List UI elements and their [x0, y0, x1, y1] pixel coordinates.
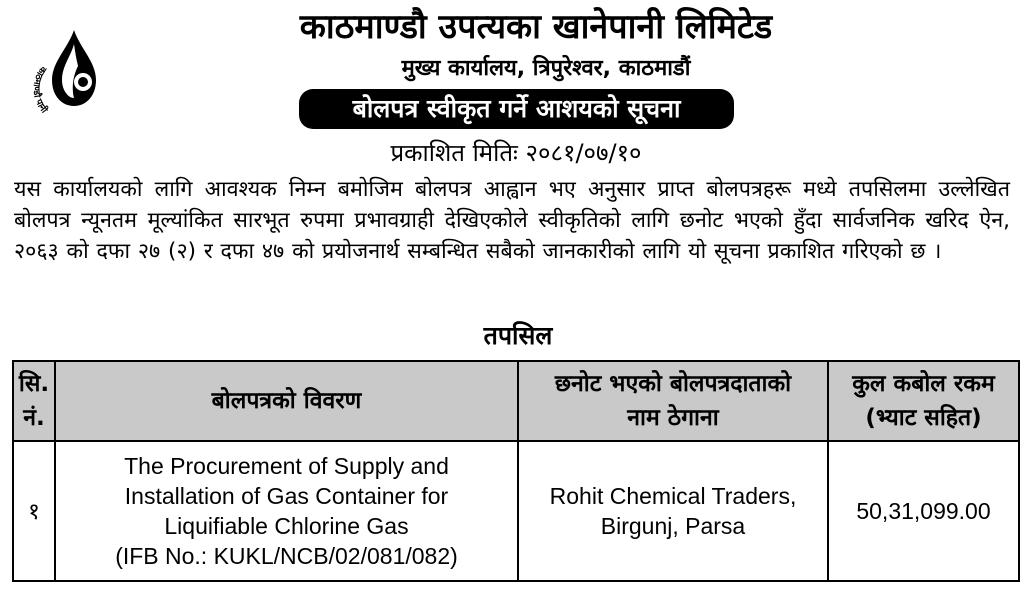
- header-amount-line2: (भ्याट सहित): [865, 405, 982, 431]
- desc-line: Installation of Gas Container for: [124, 483, 449, 509]
- notice-paragraph: यस कार्यालयको लागि आवश्यक निम्न बमोजिम बोलपत्र आह्वान भए अनुसार प्राप्त बोलपत्रहरू मध्ये तपसिलमा उल्लेखित बोलपत्र न्यूनतम मूल्यांकित सारभूत रुपमा प्रभावग्राही देखिएकोले स्वीकृतिको लागि छनोट भएको हुँदा सार्वजनिक खरिद ऐन, २०६३ को दफा २७ (२) र दफा ४७ को प्रयोजनार्थ सम्बन्धित सबैको जानकारीको लागि यो सूचना प्रकाशित गरिएको छ ।: [14, 177, 1010, 264]
- header-sn-line2: नं.: [23, 405, 45, 431]
- notice-title-banner: बोलपत्र स्वीकृत गर्ने आशयको सूचना: [299, 89, 734, 129]
- header-bidder-line2: नाम ठेगाना: [627, 405, 719, 431]
- table-header-row: [13, 361, 1019, 441]
- organization-name: काठमाण्डौ उपत्यका खानेपानी लिमिटेड: [299, 7, 773, 47]
- office-address: मुख्य कार्यालय, त्रिपुरेश्वर, काठमाडौं: [401, 56, 691, 81]
- header-sn-line1: सि.: [18, 371, 50, 397]
- header-description: बोलपत्रको विवरण: [55, 361, 518, 441]
- header-amount-line1: कुल कबोल रकम: [852, 371, 995, 397]
- schedule-heading: तपसिल: [483, 321, 553, 350]
- header-bidder: [518, 361, 828, 441]
- desc-line: (IFB No.: KUKL/NCB/02/081/082): [115, 543, 458, 569]
- desc-line: Liquifiable Chlorine Gas: [164, 513, 409, 539]
- bidder-line: Rohit Chemical Traders,: [549, 483, 797, 509]
- cell-amount: 50,31,099.00: [828, 441, 1019, 581]
- cell-bidder: [518, 441, 828, 581]
- tender-notice: [6, 4, 1018, 588]
- published-date: प्रकाशित मितिः २०८१/०७/१०: [390, 139, 642, 167]
- kukl-water-drop-logo-icon: [28, 26, 120, 118]
- header-amount: [828, 361, 1019, 441]
- table-row: [13, 441, 1019, 581]
- bidder-line: Birgunj, Parsa: [600, 513, 746, 539]
- svg-text:काठमाण्डौ पानी: [31, 63, 51, 116]
- desc-line: The Procurement of Supply and: [124, 453, 449, 479]
- logo-text: काठमाण्डौ पानी: [30, 64, 49, 116]
- cell-serial-number: १: [13, 441, 55, 581]
- cell-description: [55, 441, 518, 581]
- header-serial-number: [13, 361, 55, 441]
- award-table: [12, 360, 1020, 582]
- header-bidder-line1: छनोट भएको बोलपत्रदाताको: [554, 371, 792, 397]
